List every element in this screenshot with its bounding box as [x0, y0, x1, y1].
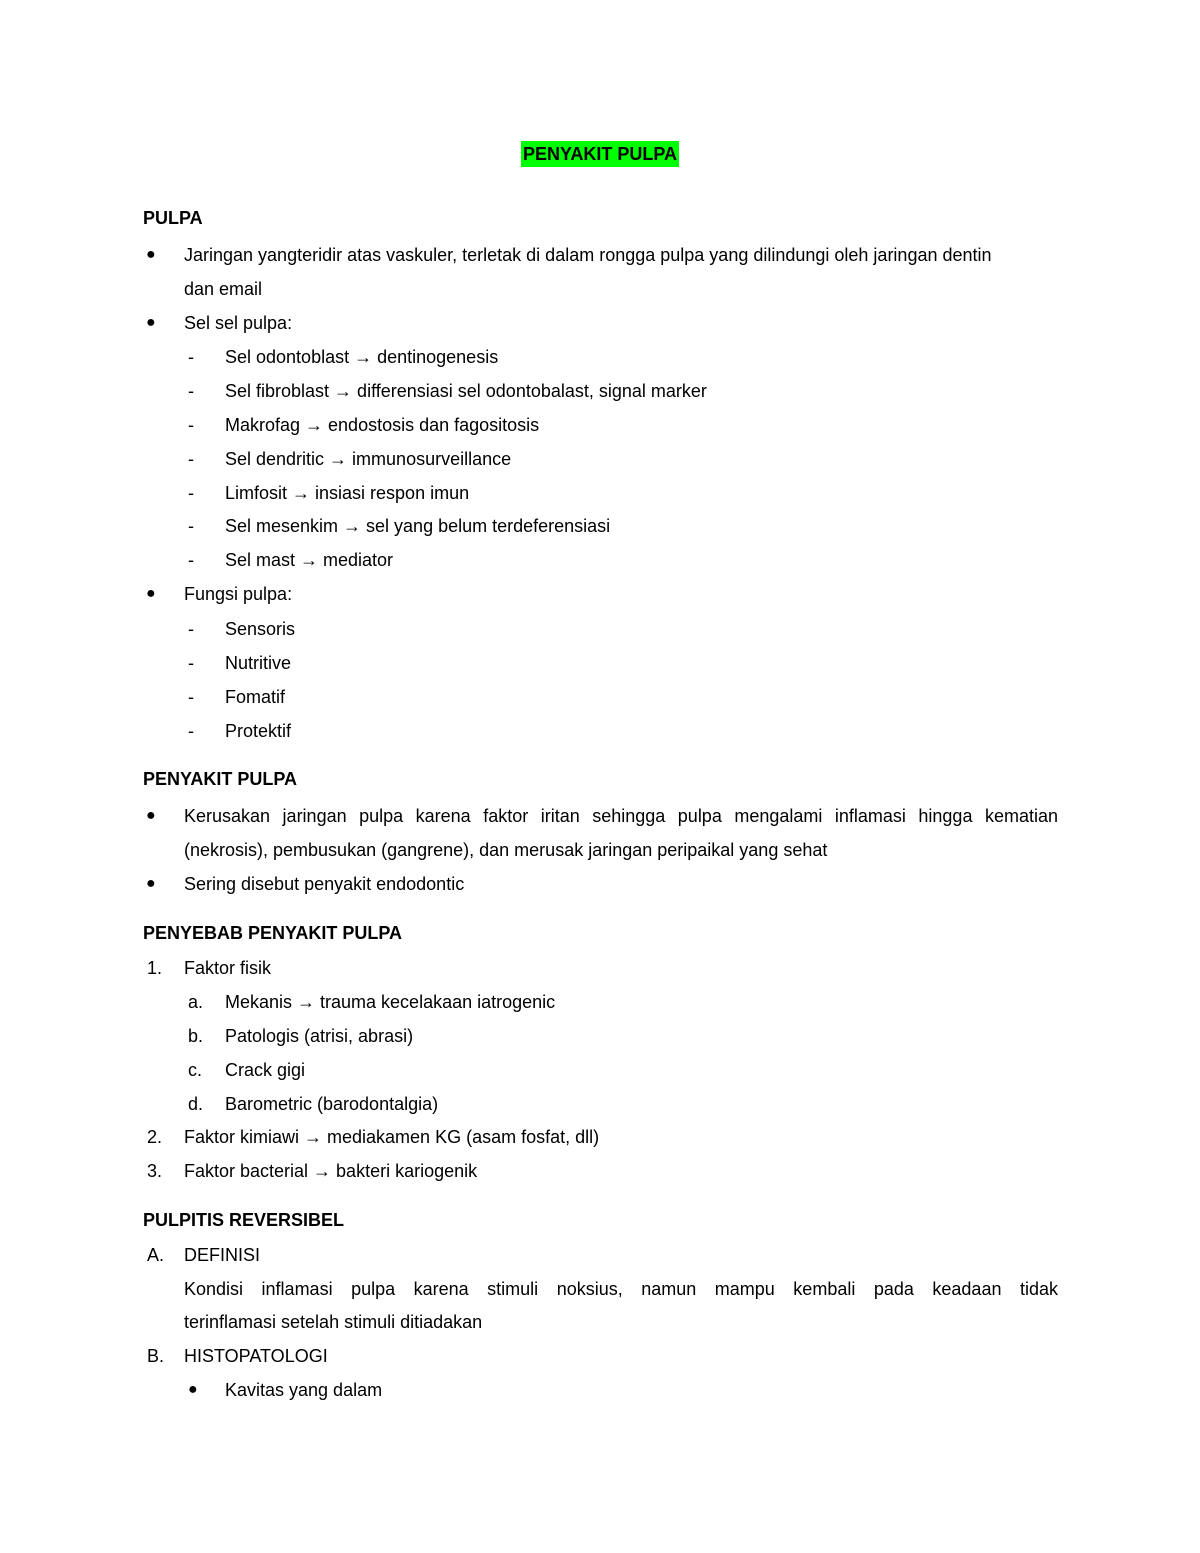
sel-item: Makrofag → endostosis dan fagositosis	[225, 415, 540, 435]
definisi-line1: Kondisi inflamasi pulpa karena stimuli noksius, namun mampu kembali pada keadaan tidak	[184, 1279, 1058, 1299]
fungsi-item: Fomatif	[225, 687, 286, 707]
pulpa-bullet1-line1: Jaringan yangteridir atas vaskuler, terletak di dalam rongga pulpa yang dilindungi oleh jaringan dentin	[184, 245, 992, 265]
sel-item: Sel mast → mediator	[225, 550, 394, 570]
letter-marker: A.	[147, 1245, 165, 1265]
definisi-label: DEFINISI	[184, 1245, 261, 1265]
dash-marker: -	[188, 619, 194, 639]
penyebab-item-3: Faktor bacterial → bakteri kariogenik	[184, 1161, 478, 1181]
bullet-icon: ●	[146, 875, 156, 892]
dash-marker: -	[188, 687, 194, 707]
penyebab-sub-item: Barometric (barodontalgia)	[225, 1094, 439, 1114]
dash-marker: -	[188, 550, 194, 570]
penyebab-item-1: Faktor fisik	[184, 958, 272, 978]
penyebab-sub-item: Mekanis → trauma kecelakaan iatrogenic	[225, 992, 556, 1012]
histopatologi-item: Kavitas yang dalam	[225, 1380, 383, 1400]
dash-marker: -	[188, 653, 194, 673]
sel-item: Sel dendritic → immunosurveillance	[225, 449, 512, 469]
title-wrapper	[0, 141, 1200, 167]
dash-marker: -	[188, 347, 194, 367]
sel-item: Sel odontoblast → dentinogenesis	[225, 347, 499, 367]
page-title: PENYAKIT PULPA	[521, 141, 679, 167]
penyakit-bullet1-line2: (nekrosis), pembusukan (gangrene), dan merusak jaringan peripaikal yang sehat	[184, 840, 828, 860]
letter-marker: a.	[188, 992, 204, 1012]
pulpa-bullet3: Fungsi pulpa:	[184, 584, 293, 604]
pulpa-bullet2: Sel sel pulpa:	[184, 313, 293, 333]
dash-marker: -	[188, 516, 194, 536]
heading-pulpa: PULPA	[143, 208, 203, 228]
number-marker: 1.	[147, 958, 163, 978]
fungsi-item: Sensoris	[225, 619, 296, 639]
heading-penyebab: PENYEBAB PENYAKIT PULPA	[143, 923, 403, 943]
number-marker: 3.	[147, 1161, 163, 1181]
penyebab-sub-item: Patologis (atrisi, abrasi)	[225, 1026, 414, 1046]
fungsi-item: Nutritive	[225, 653, 292, 673]
sel-item: Sel fibroblast → differensiasi sel odontobalast, signal marker	[225, 381, 707, 401]
sel-item: Sel mesenkim → sel yang belum terdeferensiasi	[225, 516, 611, 536]
definisi-line2: terinflamasi setelah stimuli ditiadakan	[184, 1312, 483, 1332]
letter-marker: b.	[188, 1026, 204, 1046]
letter-marker: B.	[147, 1346, 165, 1366]
histopatologi-label: HISTOPATOLOGI	[184, 1346, 328, 1366]
penyakit-bullet2: Sering disebut penyakit endodontic	[184, 874, 465, 894]
penyakit-bullet1-line1: Kerusakan jaringan pulpa karena faktor iritan sehingga pulpa mengalami inflamasi hingga kematian	[184, 806, 1058, 826]
heading-pulpitis-reversibel: PULPITIS REVERSIBEL	[143, 1210, 345, 1230]
number-marker: 2.	[147, 1127, 163, 1147]
dash-marker: -	[188, 381, 194, 401]
bullet-icon: ●	[146, 807, 156, 824]
fungsi-item: Protektif	[225, 721, 292, 741]
sel-item: Limfosit → insiasi respon imun	[225, 483, 470, 503]
pulpa-bullet1-line2: dan email	[184, 279, 263, 299]
dash-marker: -	[188, 415, 194, 435]
bullet-icon: ●	[188, 1381, 198, 1398]
dash-marker: -	[188, 721, 194, 741]
dash-marker: -	[188, 449, 194, 469]
penyebab-item-2: Faktor kimiawi → mediakamen KG (asam fosfat, dll)	[184, 1127, 600, 1147]
bullet-icon: ●	[146, 314, 156, 331]
penyebab-sub-item: Crack gigi	[225, 1060, 306, 1080]
bullet-icon: ●	[146, 246, 156, 263]
heading-penyakit-pulpa: PENYAKIT PULPA	[143, 769, 298, 789]
letter-marker: c.	[188, 1060, 203, 1080]
letter-marker: d.	[188, 1094, 204, 1114]
bullet-icon: ●	[146, 585, 156, 602]
dash-marker: -	[188, 483, 194, 503]
